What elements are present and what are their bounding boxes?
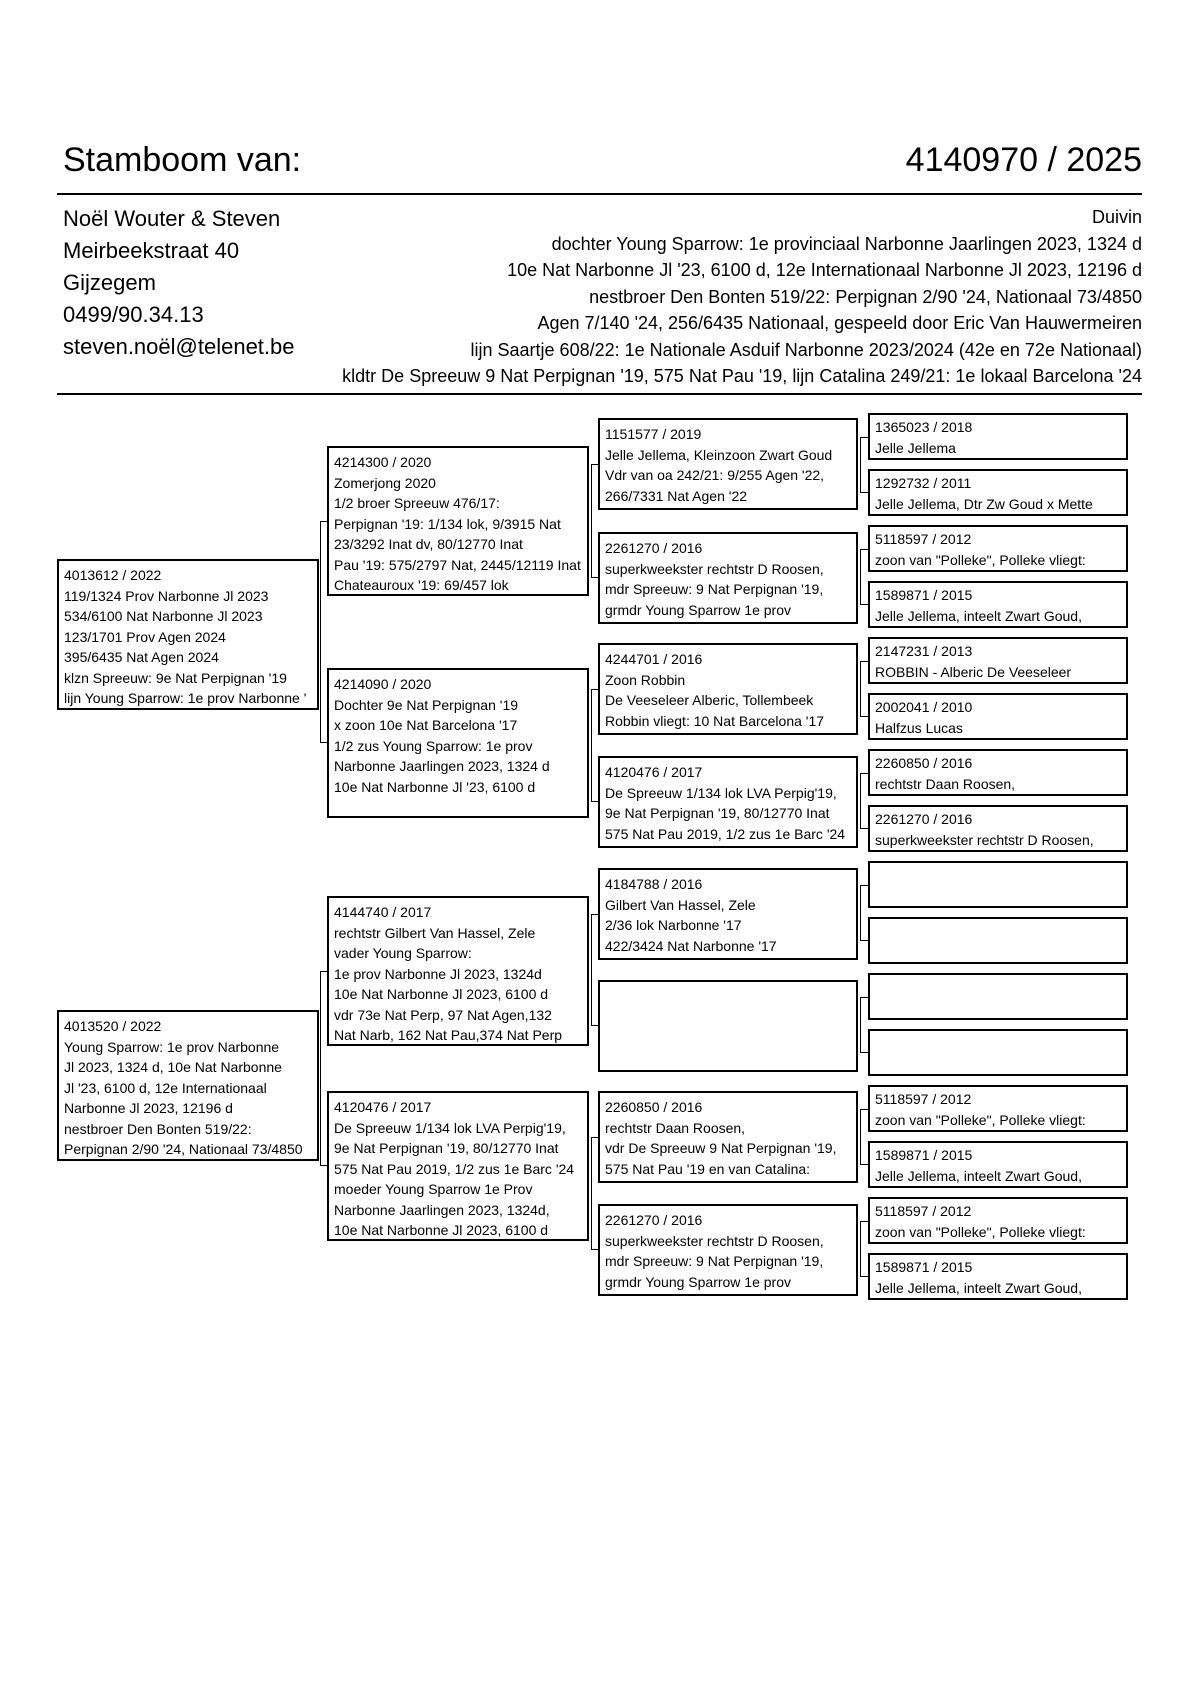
pedigree-note: rechtstr Daan Roosen, [605,1119,746,1136]
pedigree-note: Jl 2023, 1324 d, 10e Nat Narbonne [64,1059,282,1075]
pedigree-note: 575 Nat Pau '19 en van Catalina: [605,1160,811,1177]
pedigree-note: Jelle Jellema, inteelt Zwart Goud, [875,1279,1082,1296]
pedigree-note: De Spreeuw 1/134 lok LVA Perpig'19, [605,784,837,801]
owner-email: steven.noël@telenet.be [63,334,295,359]
pedigree-connector [591,1137,599,1250]
description-line: kldtr De Spreeuw 9 Nat Perpignan '19, 575 Nat Pau '19, lijn Catalina 249/21: 1e lokaal Barcelona '24 [342,366,1142,386]
pedigree-connector [860,773,868,829]
ring-number: 4120476 / 2017 [334,1099,432,1115]
great-grandparent-box-3 [598,643,858,735]
pedigree-note: zoon van "Polleke", Polleke vliegt: [875,551,1086,568]
pedigree-note: 119/1324 Prov Narbonne Jl 2023 [64,587,269,604]
great-grandparent-box-5 [598,868,858,960]
great-grandparent-box-7 [598,1091,858,1183]
pedigree-note: De Veeseleer Alberic, Tollembeek [605,692,814,708]
ring-number: 2147231 / 2013 [875,643,973,659]
ring-number: 5118597 / 2012 [875,1203,972,1219]
pedigree-note: 395/6435 Nat Agen 2024 [64,649,219,665]
pedigree-note: superkweekster rechtstr D Roosen, [605,560,824,577]
pedigree-note: Jl '23, 6100 d, 12e Internationaal [64,1079,267,1096]
pedigree-note: 534/6100 Nat Narbonne Jl 2023 [64,608,263,624]
pedigree-note: Robbin vliegt: 10 Nat Barcelona '17 [605,712,825,729]
great-great-grandparent-box-1 [868,413,1128,460]
great-grandparent-box-8 [598,1204,858,1296]
pedigree-note: Zoon Robbin [605,671,686,688]
pedigree-note: 10e Nat Narbonne Jl 2023, 6100 d [334,1222,549,1238]
owner-phone: 0499/90.34.13 [63,302,204,327]
great-great-grandparent-box-3 [868,525,1128,572]
pedigree-note: rechtstr Gilbert Van Hassel, Zele [334,924,536,941]
pedigree-note: 1/2 broer Spreeuw 476/17: [334,495,500,511]
great-great-grandparent-box-8 [868,805,1128,852]
grandparent-box-4 [327,1091,589,1241]
pedigree-note: vdr De Spreeuw 9 Nat Perpignan '19, [605,1140,837,1156]
header-divider [57,193,1142,195]
pedigree-connector [591,464,599,578]
description-line: lijn Saartje 608/22: 1e Nationale Asduif Narbonne 2023/2024 (42e en 72e Nationaal) [470,339,1142,360]
great-great-grandparent-box-4 [868,581,1128,628]
pedigree-note: 9e Nat Perpignan '19, 80/12770 Inat [334,1140,559,1156]
ring-number: 4214300 / 2020 [334,454,432,470]
pedigree-connector [860,1221,868,1277]
great-great-grandparent-box-7 [868,749,1128,796]
ring-number: 4244701 / 2016 [605,651,703,667]
pedigree-connector [860,997,868,1053]
pedigree-note: Halfzus Lucas [875,719,963,736]
pedigree-connector [860,549,868,605]
page-title: Stamboom van: [63,141,302,179]
ring-number: 2260850 / 2016 [875,755,973,771]
ring-number: 2261270 / 2016 [605,1212,703,1228]
pedigree-connector [860,1109,868,1165]
pedigree-note: x zoon 10e Nat Barcelona '17 [334,717,518,733]
ring-number: 1589871 / 2015 [875,1147,973,1163]
pedigree-note: 1e prov Narbonne Jl 2023, 1324d [334,965,542,982]
great-great-grandparent-box-2 [868,469,1128,516]
pedigree-note: superkweekster rechtstr D Roosen, [875,831,1094,848]
owner-name: Noël Wouter & Steven [63,206,281,231]
owner-city: Gijzegem [63,270,156,295]
ring-number: 4120476 / 2017 [605,764,703,780]
pedigree-note: 10e Nat Narbonne Jl 2023, 6100 d [334,986,549,1002]
ring-number: 1292732 / 2011 [875,475,972,491]
pedigree-connector [320,971,327,1166]
pedigree-note: Jelle Jellema, inteelt Zwart Goud, [875,1167,1082,1184]
pedigree-connector [860,437,868,493]
great-great-grandparent-box-16 [868,1253,1128,1300]
ring-number: 4013520 / 2022 [64,1018,162,1034]
ring-number: 2261270 / 2016 [605,540,703,556]
pedigree-note: Jelle Jellema, inteelt Zwart Goud, [875,607,1082,624]
great-great-grandparent-box-5 [868,637,1128,684]
ring-number: 4140970 / 2025 [905,141,1142,179]
pedigree-note: Chateauroux '19: 69/457 lok [334,577,509,593]
pedigree-note: zoon van "Polleke", Polleke vliegt: [875,1223,1086,1240]
pedigree-note: ROBBIN - Alberic De Veeseleer [875,663,1072,680]
grandparent-box-1 [327,446,589,596]
pedigree-note: Young Sparrow: 1e prov Narbonne [64,1038,280,1055]
pedigree-note: rechtstr Daan Roosen, [875,775,1016,792]
pedigree-note: 575 Nat Pau 2019, 1/2 zus 1e Barc '24 [334,1160,575,1177]
pedigree-connector [591,689,599,802]
ring-number: 5118597 / 2012 [875,1091,972,1107]
pedigree-note: 266/7331 Nat Agen '22 [605,487,748,504]
great-grandparent-box-1 [598,418,858,510]
ring-number: 2260850 / 2016 [605,1099,703,1115]
great-great-grandparent-box-14 [868,1141,1128,1188]
parent-box-2 [57,1010,319,1161]
pedigree-note: klzn Spreeuw: 9e Nat Perpignan '19 [64,669,287,686]
pedigree-note: 575 Nat Pau 2019, 1/2 zus 1e Barc '24 [605,825,846,842]
pedigree-note: grmdr Young Sparrow 1e prov [605,601,791,618]
grandparent-box-2 [327,668,589,818]
great-great-grandparent-box-15 [868,1197,1128,1244]
pedigree-note: Perpignan '19: 1/134 lok, 9/3915 Nat [334,515,561,532]
grandparent-box-3 [327,896,589,1046]
great-grandparent-box-6 [598,980,858,1072]
great-great-grandparent-box-9 [868,861,1128,908]
great-great-grandparent-box-6 [868,693,1128,740]
pedigree-note: 123/1701 Prov Agen 2024 [64,628,226,645]
pedigree-note: 1/2 zus Young Sparrow: 1e prov [334,737,533,754]
pedigree-note: zoon van "Polleke", Polleke vliegt: [875,1111,1086,1128]
pedigree-connector [591,914,599,1026]
description-line: nestbroer Den Bonten 519/22: Perpignan 2/90 '24, Nationaal 73/4850 [589,286,1142,307]
pedigree-note: Jelle Jellema, Kleinzoon Zwart Goud [605,446,833,463]
pedigree-note: lijn Young Sparrow: 1e prov Narbonne ' [64,690,307,706]
pedigree-note: Dochter 9e Nat Perpignan '19 [334,696,519,713]
pedigree-note: Perpignan 2/90 '24, Nationaal 73/4850 [64,1141,303,1157]
pedigree-note: mdr Spreeuw: 9 Nat Perpignan '19, [605,1253,824,1269]
parent-box-1 [57,559,319,710]
ring-number: 5118597 / 2012 [875,531,972,547]
ring-number: 1365023 / 2018 [875,419,973,435]
pedigree-note: Vdr van oa 242/21: 9/255 Agen '22, [605,467,825,483]
pedigree-note: 422/3424 Nat Narbonne '17 [605,937,777,954]
great-great-grandparent-box-10 [868,917,1128,964]
pedigree-note: Jelle Jellema [875,439,956,456]
pedigree-note: Zomerjong 2020 [334,474,436,491]
pedigree-note: 2/36 lok Narbonne '17 [605,917,742,933]
pedigree-note: De Spreeuw 1/134 lok LVA Perpig'19, [334,1119,566,1136]
ring-number: 4013612 / 2022 [64,567,162,583]
great-great-grandparent-box-12 [868,1029,1128,1076]
description-divider [57,393,1142,395]
pedigree-note: mdr Spreeuw: 9 Nat Perpignan '19, [605,581,824,597]
pedigree-note: Narbonne Jaarlingen 2023, 1324d, [334,1201,550,1218]
ring-number: 4184788 / 2016 [605,876,703,892]
pedigree-note: Jelle Jellema, Dtr Zw Goud x Mette [875,495,1093,512]
pedigree-note: Gilbert Van Hassel, Zele [605,896,756,913]
pedigree-note: Nat Narb, 162 Nat Pau,374 Nat Perp [334,1027,563,1043]
pedigree-note: 23/3292 Inat dv, 80/12770 Inat [334,536,523,552]
pedigree-connector [860,661,868,717]
owner-street: Meirbeekstraat 40 [63,238,240,263]
pedigree-note: Narbonne Jaarlingen 2023, 1324 d [334,758,550,774]
description-line: Agen 7/140 '24, 256/6435 Nationaal, gespeeld door Eric Van Hauwermeiren [537,313,1142,333]
great-grandparent-box-2 [598,532,858,624]
pedigree-note: 9e Nat Perpignan '19, 80/12770 Inat [605,805,830,821]
pedigree-connector [860,885,868,941]
pedigree-connector [320,521,327,743]
pedigree-note: moeder Young Sparrow 1e Prov [334,1181,533,1197]
pedigree-note: Pau '19: 575/2797 Nat, 2445/12119 Inat [334,556,581,573]
pedigree-note: 10e Nat Narbonne Jl '23, 6100 d [334,778,536,795]
pedigree-note: vader Young Sparrow: [334,945,472,961]
bird-sex: Duivin [1091,207,1142,227]
pedigree-note: superkweekster rechtstr D Roosen, [605,1232,824,1249]
pedigree-note: nestbroer Den Bonten 519/22: [64,1120,252,1137]
ring-number: 1151577 / 2019 [605,426,702,442]
ring-number: 4214090 / 2020 [334,676,432,692]
great-great-grandparent-box-13 [868,1085,1128,1132]
ring-number: 4144740 / 2017 [334,904,432,920]
ring-number: 2002041 / 2010 [875,699,973,715]
pedigree-note: Narbonne Jl 2023, 12196 d [64,1100,233,1116]
great-great-grandparent-box-11 [868,973,1128,1020]
great-grandparent-box-4 [598,756,858,848]
ring-number: 1589871 / 2015 [875,1259,973,1275]
pedigree-note: vdr 73e Nat Perp, 97 Nat Agen,132 [334,1006,552,1023]
description-line: 10e Nat Narbonne Jl '23, 6100 d, 12e Internationaal Narbonne Jl 2023, 12196 d [507,260,1142,280]
pedigree-note: grmdr Young Sparrow 1e prov [605,1273,791,1290]
ring-number: 1589871 / 2015 [875,587,973,603]
description-line: dochter Young Sparrow: 1e provinciaal Narbonne Jaarlingen 2023, 1324 d [551,233,1142,254]
ring-number: 2261270 / 2016 [875,811,973,827]
